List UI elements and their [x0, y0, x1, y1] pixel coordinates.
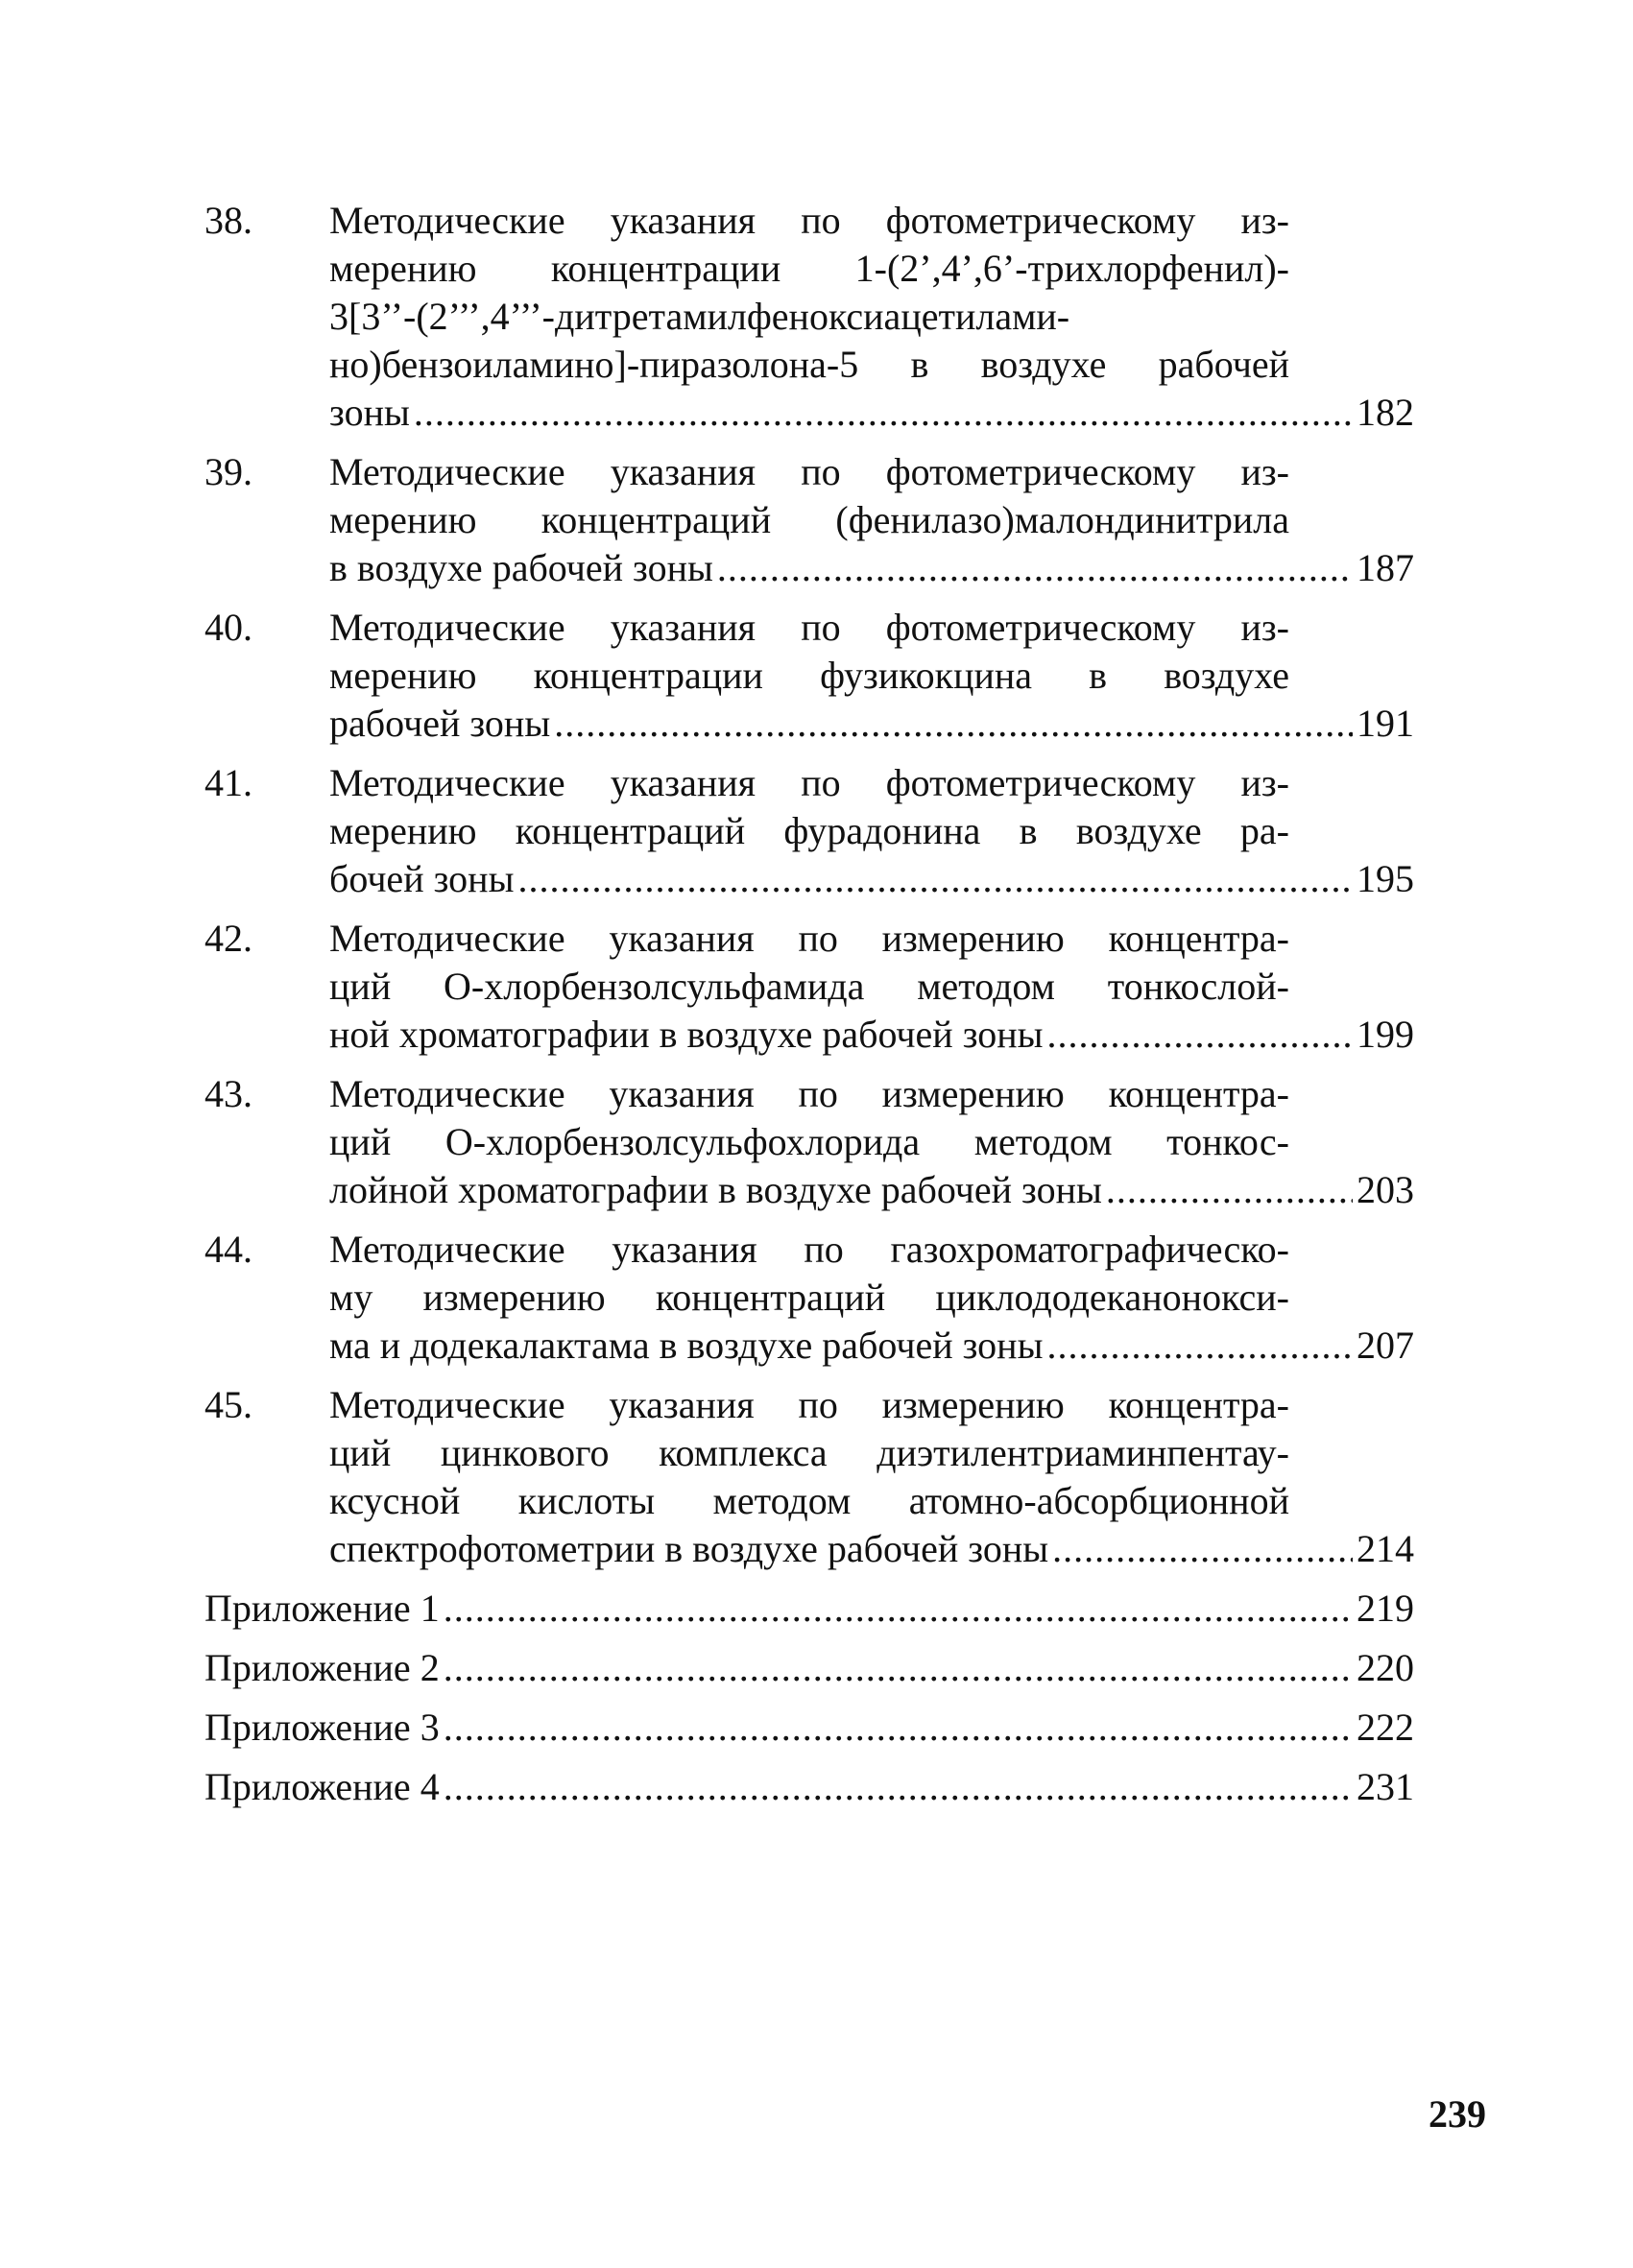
entry-page-number: 207 — [1357, 1324, 1414, 1367]
table-of-contents — [204, 197, 1414, 1823]
entry-text-line: Методические указания по измерению концентра- — [329, 1383, 1289, 1426]
toc-entry-44 — [204, 1226, 1414, 1370]
entry-number: 40. — [204, 606, 252, 649]
entry-text-line: ксусной кислоты методом атомно-абсорбционной — [329, 1479, 1289, 1522]
page-number: 239 — [1429, 2092, 1486, 2136]
entry-number: 44. — [204, 1228, 252, 1271]
entry-text-line: Методические указания по фотометрическому из- — [329, 606, 1289, 649]
appendix-page-number: 219 — [1357, 1587, 1414, 1630]
entry-number: 38. — [204, 199, 252, 242]
appendix-label: Приложение 2 — [204, 1646, 440, 1689]
appendix-page-number: 231 — [1357, 1765, 1414, 1808]
entry-text-line: ций О-хлорбензолсульфохлорида методом тонкос- — [329, 1120, 1289, 1163]
entry-text-line: рабочей зоны — [329, 702, 551, 745]
toc-entry-42 — [204, 915, 1414, 1059]
entry-page-number: 182 — [1357, 391, 1414, 434]
entry-last-line — [329, 1525, 1414, 1573]
dot-leader — [444, 1585, 1353, 1633]
entry-text-line: зоны — [329, 391, 410, 434]
entry-text-line: в воздухе рабочей зоны — [329, 546, 713, 589]
entry-number: 43. — [204, 1072, 252, 1115]
dot-leader — [444, 1763, 1353, 1811]
toc-entry-41 — [204, 759, 1414, 903]
entry-text-line: мерению концентрации фузикокцина в воздухе — [329, 654, 1289, 697]
toc-entry-45 — [204, 1381, 1414, 1573]
entry-text-line: мерению концентраций фурадонина в воздухе ра- — [329, 809, 1289, 852]
entry-number: 45. — [204, 1383, 252, 1426]
appendix-label: Приложение 3 — [204, 1706, 440, 1749]
entry-text-line: Методические указания по фотометрическому из- — [329, 450, 1289, 493]
toc-appendix-3 — [204, 1704, 1414, 1752]
toc-entry-40 — [204, 604, 1414, 748]
entry-page-number: 191 — [1357, 702, 1414, 745]
toc-appendix-2 — [204, 1644, 1414, 1692]
entry-last-line — [329, 1011, 1414, 1059]
dot-leader — [517, 855, 1353, 903]
appendix-label: Приложение 1 — [204, 1587, 440, 1630]
dot-leader — [1046, 1322, 1353, 1370]
entry-text-line: ций цинкового комплекса диэтилентриаминпентау- — [329, 1431, 1289, 1474]
entry-text-line: Методические указания по измерению концентра- — [329, 917, 1289, 960]
dot-leader — [444, 1644, 1353, 1692]
dot-leader — [1047, 1011, 1353, 1059]
entry-text-line: мерению концентрации 1-(2’,4’,6’-трихлорфенил)- — [329, 247, 1289, 290]
dot-leader — [414, 389, 1353, 437]
entry-number: 42. — [204, 917, 252, 960]
entry-last-line — [329, 1166, 1414, 1214]
entry-number: 39. — [204, 450, 252, 493]
dot-leader — [554, 700, 1353, 748]
entry-text-line: 3[3’’-(2’’’,4’’’-дитретамилфеноксиацетилами- — [329, 295, 1070, 338]
dot-leader — [717, 544, 1353, 592]
appendix-label: Приложение 4 — [204, 1765, 440, 1808]
appendix-page-number: 220 — [1357, 1646, 1414, 1689]
entry-text-line: Методические указания по измерению концентра- — [329, 1072, 1289, 1115]
entry-number: 41. — [204, 761, 252, 804]
entry-text-line: лойной хроматографии в воздухе рабочей зоны — [329, 1168, 1102, 1211]
entry-text-line: Методические указания по фотометрическому из- — [329, 761, 1289, 804]
dot-leader — [444, 1704, 1353, 1752]
toc-appendix-1 — [204, 1585, 1414, 1633]
entry-text-line: ной хроматографии в воздухе рабочей зоны — [329, 1013, 1044, 1056]
toc-entry-38 — [204, 197, 1414, 437]
entry-last-line — [329, 700, 1414, 748]
toc-entry-39 — [204, 448, 1414, 592]
dot-leader — [1106, 1166, 1353, 1214]
entry-text-line: Методические указания по фотометрическому из- — [329, 199, 1289, 242]
entry-last-line — [329, 389, 1414, 437]
entry-text-line: мерению концентраций (фенилазо)малондинитрила — [329, 498, 1289, 541]
entry-text-line: му измерению концентраций циклододеканонокси- — [329, 1276, 1289, 1319]
entry-text-line: ма и додекалактама в воздухе рабочей зоны — [329, 1324, 1044, 1367]
entry-page-number: 214 — [1357, 1527, 1414, 1570]
appendix-page-number: 222 — [1357, 1706, 1414, 1749]
entry-page-number: 195 — [1357, 857, 1414, 900]
entry-page-number: 199 — [1357, 1013, 1414, 1056]
entry-page-number: 187 — [1357, 546, 1414, 589]
toc-entry-43 — [204, 1070, 1414, 1214]
entry-text-line: спектрофотометрии в воздухе рабочей зоны — [329, 1527, 1049, 1570]
entry-last-line — [329, 544, 1414, 592]
dot-leader — [1052, 1525, 1353, 1573]
toc-appendix-4 — [204, 1763, 1414, 1811]
entry-text-line: Методические указания по газохроматографическо- — [329, 1228, 1289, 1271]
entry-text-line: ций О-хлорбензолсульфамида методом тонкослой- — [329, 965, 1289, 1008]
entry-page-number: 203 — [1357, 1168, 1414, 1211]
entry-last-line — [329, 1322, 1414, 1370]
entry-text-line: но)бензоиламино]-пиразолона-5 в воздухе рабочей — [329, 343, 1289, 386]
entry-text-line: бочей зоны — [329, 857, 515, 900]
entry-last-line — [329, 855, 1414, 903]
